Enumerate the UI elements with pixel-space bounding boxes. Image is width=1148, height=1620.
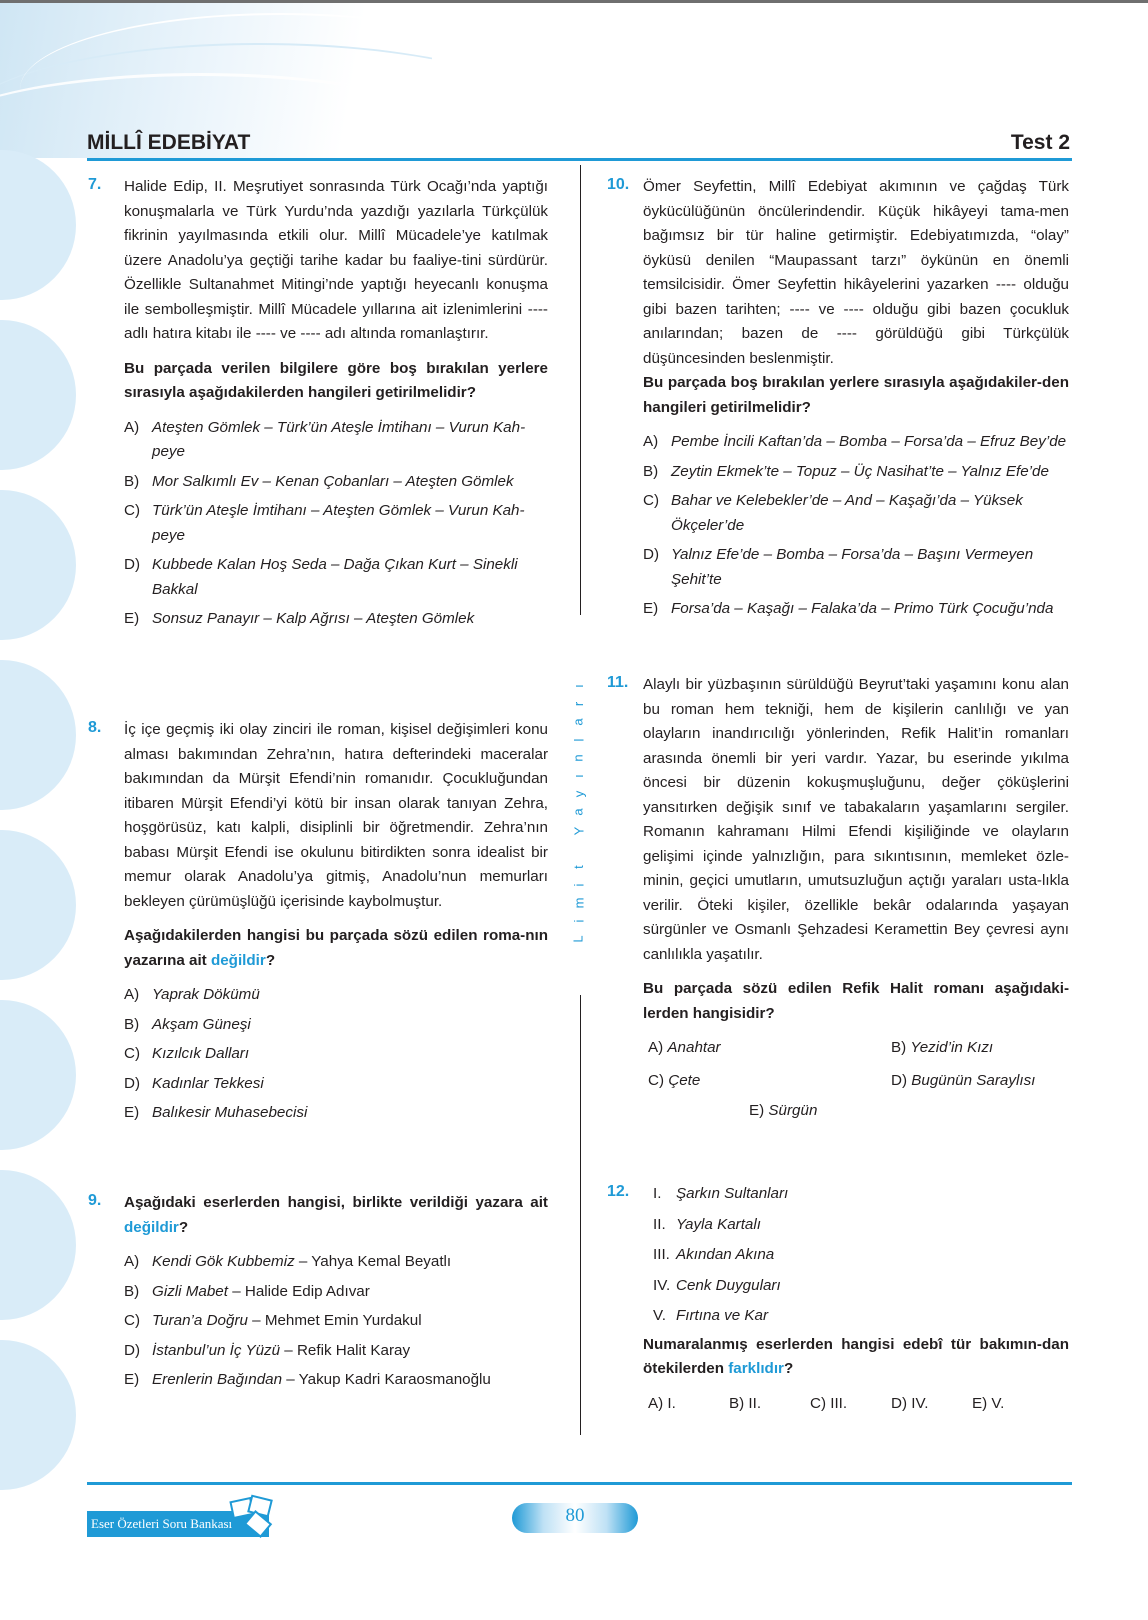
answer-option-e[interactable]: E) Sonsuz Panayır – Kalp Ağrısı – Ateşten Gömlek [124, 610, 475, 627]
answer-option-c[interactable]: C) Türk’ün Ateşle İmtihanı – Ateşten Gömlek – Vurun Kah-peye [124, 502, 525, 544]
answer-option-d[interactable]: D) Bugünün Saraylısı [891, 1071, 1036, 1089]
question-text: İç içe geçmiş iki olay zinciri ile roman, kişisel değişimleri konu alması bakımından Zehra’nın, hatıra defterindeki maceralar bakımından da Mürşit Efendi’nin romanıdır. Çocukluğundan itibaren Mürşit Efendi’yi kötü bir insan olarak tanıyan Zehra, hoşgörüsüz, katı kalpli, disiplinli bir öğretmendir. Zehra’nın babası Mürşit Efendi ise okulunu bitirdikten sonra idealist bir memur olarak Anadolu’ya gitmiş, Anadolu’nun memurları bekleyen çürümüşlüğü içerisinde kaybolmuştur. [124, 721, 548, 910]
answer-option-a[interactable]: A) Ateşten Gömlek – Türk’ün Ateşle İmtihanı – Vurun Kah-peye [124, 418, 526, 460]
roman-item: II. Yayla Kartalı [653, 1215, 761, 1233]
answer-option-c[interactable]: C) Kızılcık Dalları [124, 1045, 250, 1062]
question-text: Ömer Seyfettin, Millî Edebiyat akımının ve çağdaş Türk öykücülüğünün öncülerindendir. Küçük hikâyeyi tama-men bağımsız bir tür haline getirmiştir. Edebiyatımızda, “olay” öyküsü denilen “Maupassant tarzı” öykünün en önemli temsilcisidir. Ömer Seyfettin hikâyelerini yazarken ---- olduğu gibi bazen tarihten; ---- ve ---- olduğu gibi bazen çocukluk anılarından; bazen de ---- görüldüğü gibi Türkçülük düşüncesinden beslenmiştir. [643, 178, 1069, 367]
page-number: 80 [565, 1505, 585, 1526]
question-number: 12. [607, 1183, 630, 1200]
roman-item: V. Fırtına ve Kar [653, 1307, 769, 1324]
question-text: Halide Edip, II. Meşrutiyet sonrasında Türk Ocağı’nda yaptığı konuşmalarla ve Türk Yurdu’nda yazdığı yazılarla Türkçülük fikrinin yayılmasında etkili olur. Millî Mücadele’ye katılmak üzere Anadolu’ya geçtiği tarihe kadar bu faaliye-tini sürdürür. Özellikle Sultanahmet Mitingi’nde yaptığı heyecanlı konuşma ile sembolleşmiştir. Millî Mücadele yıllarına ait izlenimlerini ---- adlı hatıra kitabı ile ---- ve ---- adı altında romanlaştırır. [124, 178, 548, 342]
book-title: Eser Özetleri Soru Bankası [87, 1511, 269, 1537]
answer-option-b[interactable]: B) Yezid’in Kızı [891, 1039, 994, 1056]
answer-option-c[interactable]: C) Çete [648, 1071, 701, 1089]
answer-option-b[interactable]: B) Gizli Mabet – Halide Edip Adıvar [124, 1282, 370, 1300]
answer-option-b[interactable]: B) Akşam Güneşi [124, 1015, 251, 1033]
answer-option-b[interactable]: B) Mor Salkımlı Ev – Kenan Çobanları – Ateşten Gömlek [124, 472, 514, 490]
column-divider [580, 165, 581, 615]
column-divider [580, 995, 581, 1435]
section-title: MİLLÎ EDEBİYAT [87, 131, 251, 154]
answer-option-c[interactable]: C) III. [810, 1394, 848, 1412]
roman-item: I. Şarkın Sultanları [653, 1185, 789, 1202]
question-prompt: Aşağıdakilerden hangisi bu parçada sözü edilen roma-nın yazarına ait değildir? [124, 927, 548, 969]
answer-option-a[interactable]: A) Pembe İncili Kaftan’da – Bomba – Forsa’da – Efruz Bey’de [643, 433, 1067, 450]
header-rule [87, 158, 1072, 161]
answer-option-c[interactable]: C) Bahar ve Kelebekler’de – And – Kaşağı’da – Yüksek Ökçeler’de [643, 492, 1023, 534]
roman-item: IV. Cenk Duyguları [653, 1276, 781, 1294]
question-prompt: Numaralanmış eserlerden hangisi edebî tür bakımın-dan ötekilerden farklıdır? [643, 1335, 1069, 1377]
answer-option-e[interactable]: E) V. [972, 1394, 1005, 1412]
question-12 [643, 1182, 1069, 1416]
question-10 [643, 175, 1069, 622]
test-title: Test 2 [1010, 131, 1070, 154]
question-text: Alaylı bir yüzbaşının sürüldüğü Beyrut’taki yaşamını konu alan bu roman hem tekniği, hem de kişilerin canlılığı ve yan olayların inandırıcılığı yönlerinden, Refik Halit’in romanları arasında önemli bir yeri vardır. Yazar, bu eserinde yıkılma öncesi bir düzenin kokuşmuşluğunu, değer çöküşlerini yansıtırken değişik sınıf ve tabakaların yaşamlarını sergiler. Romanın kahramanı Hilmi Efendi kişiliğinde ve olayların gelişimi içinde yalnızlığın, para sıkıntısının, memleket özle-minin, geçici umutların, umutsuzluğun açtığı yaraları usta-lıkla verilir. Öteki kişiler, özellikle bekâr odalarında yaşayan sürgünler ve Osmanlı Şehzadesi Keramettin Bey çevresi aynı canlılıkla yaşatılır. [643, 676, 1069, 963]
question-number: 11. [607, 674, 629, 691]
footer-rule [87, 1482, 1072, 1485]
question-number: 10. [607, 176, 630, 193]
answer-option-e[interactable]: E) Forsa’da – Kaşağı – Falaka’da – Primo Türk Çocuğu’nda [643, 600, 1054, 617]
answer-option-a[interactable]: A) Kendi Gök Kubbemiz – Yahya Kemal Beyatlı [124, 1253, 452, 1270]
answer-option-d[interactable]: D) Kadınlar Tekkesi [124, 1074, 264, 1092]
answer-option-e[interactable]: E) Balıkesir Muhasebecisi [124, 1104, 308, 1121]
answer-option-a[interactable]: A) Anahtar [648, 1039, 721, 1056]
side-brand-text: ı r a l n ı y a Y t i m i L [570, 684, 586, 943]
left-circle-decoration [0, 160, 80, 1520]
answer-option-b[interactable]: B) Zeytin Ekmek’te – Topuz – Üç Nasihat’te – Yalnız Efe’de [643, 462, 1049, 480]
answer-option-b[interactable]: B) II. [729, 1394, 762, 1412]
question-prompt: Aşağıdaki eserlerden hangisi, birlikte verildiği yazara ait değildir? [124, 1194, 548, 1236]
answer-option-e[interactable]: E) Sürgün [749, 1102, 818, 1119]
answer-option-e[interactable]: E) Erenlerin Bağından – Yakup Kadri Karaosmanoğlu [124, 1371, 491, 1388]
question-8 [124, 718, 548, 1126]
question-prompt: Bu parçada verilen bilgilere göre boş bırakılan yerlere sırasıyla aşağıdakilerden hangileri getirilmelidir? [124, 359, 548, 401]
answer-option-d[interactable]: D) Yalnız Efe’de – Bomba – Forsa’da – Başını Vermeyen Şehit’te [643, 546, 1034, 588]
question-number: 7. [88, 176, 102, 193]
cards-icon [224, 1492, 284, 1542]
question-number: 9. [88, 1192, 102, 1209]
answer-option-d[interactable]: D) IV. [891, 1394, 929, 1412]
question-number: 8. [88, 719, 102, 736]
answer-option-a[interactable]: A) I. [648, 1394, 676, 1412]
answer-option-d[interactable]: D) İstanbul’un İç Yüzü – Refik Halit Karay [124, 1341, 411, 1359]
question-9 [124, 1191, 548, 1393]
question-7 [124, 175, 548, 632]
answer-option-c[interactable]: C) Turan’a Doğru – Mehmet Emin Yurdakul [124, 1312, 422, 1329]
answer-option-d[interactable]: D) Kubbede Kalan Hoş Seda – Dağa Çıkan Kurt – Sinekli Bakkal [124, 556, 518, 598]
question-prompt: Bu parçada boş bırakılan yerlere sırasıyla aşağıdakiler-den hangileri getirilmelidir? [643, 374, 1069, 416]
question-prompt: Bu parçada sözü edilen Refik Halit romanı aşağıdaki-lerden hangisidir? [643, 980, 1069, 1022]
question-11 [643, 673, 1069, 1124]
roman-item: III. Akından Akına [653, 1246, 775, 1263]
answer-option-a[interactable]: A) Yaprak Dökümü [124, 986, 260, 1003]
